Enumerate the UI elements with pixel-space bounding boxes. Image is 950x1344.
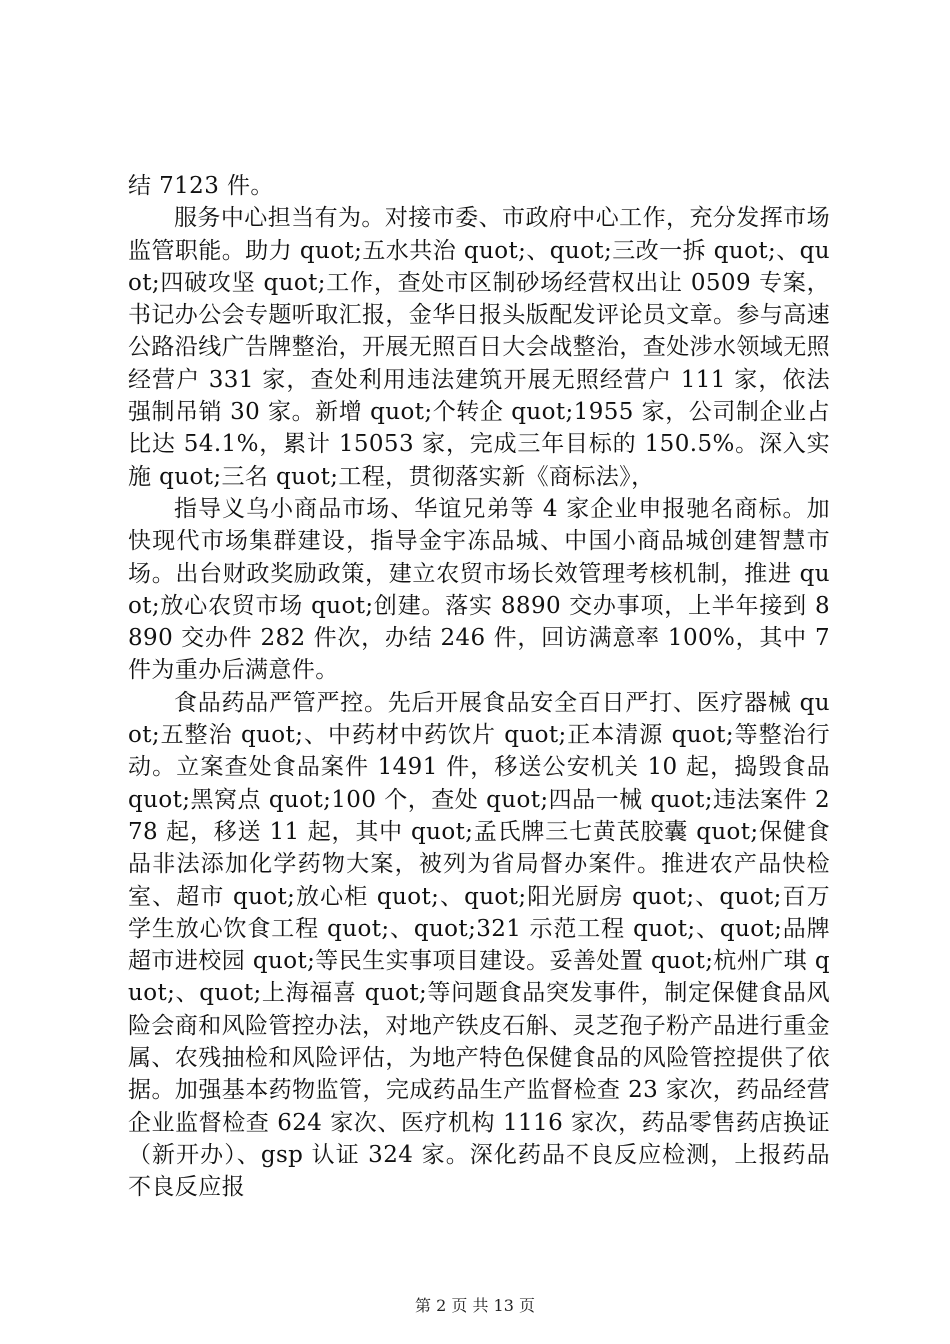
document-body: [128, 170, 830, 1204]
paragraph-4: 食品药品严管严控。先后开展食品安全百日严打、医疗器械 quot;五整治 quot;、中药材中药饮片 quot;正本清源 quot;等整治行动。立案查处食品案件 1491 件，移送公安机关 10 起，捣毁食品 quot;黑窝点 quot;100 个，查处 quot;四品一械 quot;违法案件 278 起，移送 11 起，其中 quot;孟氏牌三七黄芪胶囊 quot;保健食品非法添加化学药物大案，被列为省局督办案件。推进农产品快检室、超市 quot;放心柜 quot;、quot;阳光厨房 quot;、quot;百万学生放心饮食工程 quot;、quot;321 示范工程 quot;、quot;品牌超市进校园 quot;等民生实事项目建设。妥善处置 quot;杭州广琪 quot;、quot;上海福喜 quot;等问题食品突发事件，制定保健食品风险会商和风险管控办法，对地产铁皮石斛、灵芝孢子粉产品进行重金属、农残抽检和风险评估，为地产特色保健食品的风险管控提供了依据。加强基本药物监管，完成药品生产监督检查 23 家次，药品经营企业监督检查 624 家次、医疗机构 1116 家次，药品零售药店换证（新开办）、gsp 认证 324 家。深化药品不良反应检测，上报药品不良反应报: [128, 689, 830, 1201]
paragraph-1: 结 7123 件。: [128, 173, 274, 199]
paragraph-3: 指导义乌小商品市场、华谊兄弟等 4 家企业申报驰名商标。加快现代市场集群建设，指导金宇冻品城、中国小商品城创建智慧市场。出台财政奖励政策，建立农贸市场长效管理考核机制，推进 quot;放心农贸市场 quot;创建。落实 8890 交办事项，上半年接到 8890 交办件 282 件次，办结 246 件，回访满意率 100%，其中 7 件为重办后满意件。: [128, 495, 830, 684]
page-footer: 第 2 页 共 13 页: [415, 1296, 535, 1315]
paragraph-2: 服务中心担当有为。对接市委、市政府中心工作，充分发挥市场监管职能。助力 quot;五水共治 quot;、quot;三改一拆 quot;、quot;四破攻坚 quot;工作，查处市区制砂场经营权出让 0509 专案，书记办公会专题听取汇报，金华日报头版配发评论员文章。参与高速公路沿线广告牌整治，开展无照百日大会战整治，查处涉水领域无照经营户 331 家，查处利用违法建筑开展无照经营户 111 家，依法强制吊销 30 家。新增 quot;个转企 quot;1955 家，公司制企业占比达 54.1%，累计 15053 家，完成三年目标的 150.5%。深入实施 quot;三名 quot;工程，贯彻落实新《商标法》，: [128, 205, 830, 490]
